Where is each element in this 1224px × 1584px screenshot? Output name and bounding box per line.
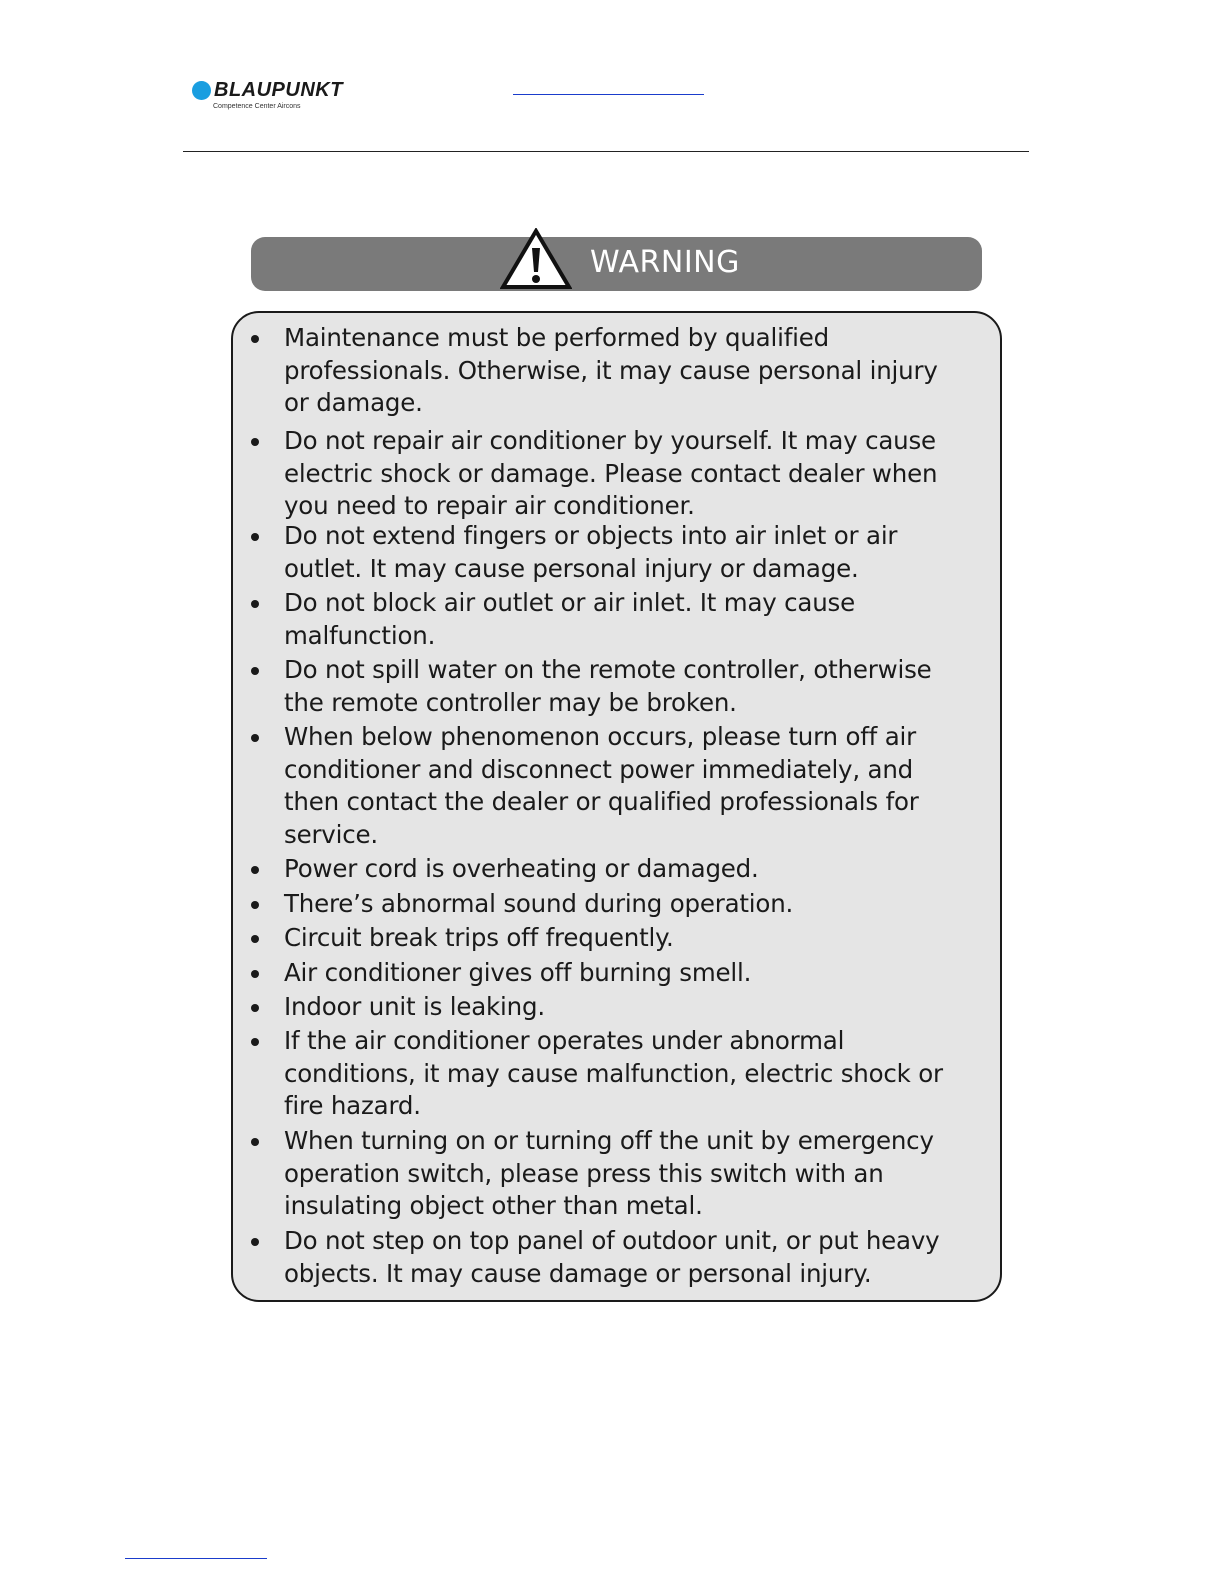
warning-item-line: Do not repair air conditioner by yourself. It may cause [284,426,936,455]
warning-item-line: When turning on or turning off the unit by emergency [284,1126,934,1155]
warning-item-line: Power cord is overheating or damaged. [284,854,759,883]
warning-list-item [284,991,984,1024]
warning-item-line: operation switch, please press this switch with an [284,1158,884,1188]
logo-dot-icon [192,81,211,100]
warning-list-item [284,654,984,719]
warning-item-line: Do not extend fingers or objects into air inlet or air [284,521,898,550]
warning-item-line: professionals. Otherwise, it may cause personal injury [284,355,938,385]
logo-subtitle: Competence Center Aircons [213,103,301,110]
header-link-underline [513,94,704,95]
warning-title: WARNING [590,245,740,280]
warning-item-line: Indoor unit is leaking. [284,992,545,1021]
warning-item-line: you need to repair air conditioner. [284,491,695,520]
warning-item-line: malfunction. [284,620,436,650]
warning-item-line: Circuit break trips off frequently. [284,923,674,952]
warning-item-line: objects. It may cause damage or personal injury. [284,1258,872,1288]
warning-item-line: Do not step on top panel of outdoor unit, or put heavy [284,1226,940,1255]
warning-item-line: outlet. It may cause personal injury or damage. [284,553,859,583]
warning-item-line: There’s abnormal sound during operation. [284,889,794,918]
warning-item-line: then contact the dealer or qualified professionals for [284,787,919,816]
brand-logo [192,78,362,118]
warning-item-line: the remote controller may be broken. [284,687,737,717]
warning-item-line: service. [284,819,378,849]
warning-list-item [284,587,984,652]
warning-item-line: conditioner and disconnect power immediately, and [284,754,914,784]
warning-item-line: Do not block air outlet or air inlet. It may cause [284,588,855,617]
warning-list-item [284,888,984,921]
warning-triangle-icon [500,228,572,290]
warning-item-line: Do not spill water on the remote controller, otherwise [284,655,932,684]
warning-list-item [284,1225,984,1290]
warning-list-item [284,1025,984,1123]
header-divider [183,151,1029,152]
warning-item-line: If the air conditioner operates under abnormal [284,1026,845,1055]
warning-item-line: insulating object other than metal. [284,1191,703,1220]
warning-list-item [284,853,984,886]
warning-item-line: When below phenomenon occurs, please turn off air [284,722,916,751]
warning-item-line: Air conditioner gives off burning smell. [284,958,752,987]
warning-item-line: Maintenance must be performed by qualified [284,323,829,352]
warning-list-item [284,1125,984,1223]
logo-brand-name: BLAUPUNKT [214,79,343,101]
warning-list-item [284,721,984,851]
warning-item-line: electric shock or damage. Please contact dealer when [284,458,938,488]
warning-list-item [284,520,984,585]
footer-link-underline [125,1558,267,1559]
warning-item-line: conditions, it may cause malfunction, electric shock or [284,1058,943,1088]
warning-list-item [284,322,984,420]
warning-list-item [284,425,984,523]
warning-item-line: or damage. [284,388,423,417]
warning-list-item [284,957,984,990]
warning-item-line: fire hazard. [284,1091,421,1120]
warning-list-item [284,922,984,955]
